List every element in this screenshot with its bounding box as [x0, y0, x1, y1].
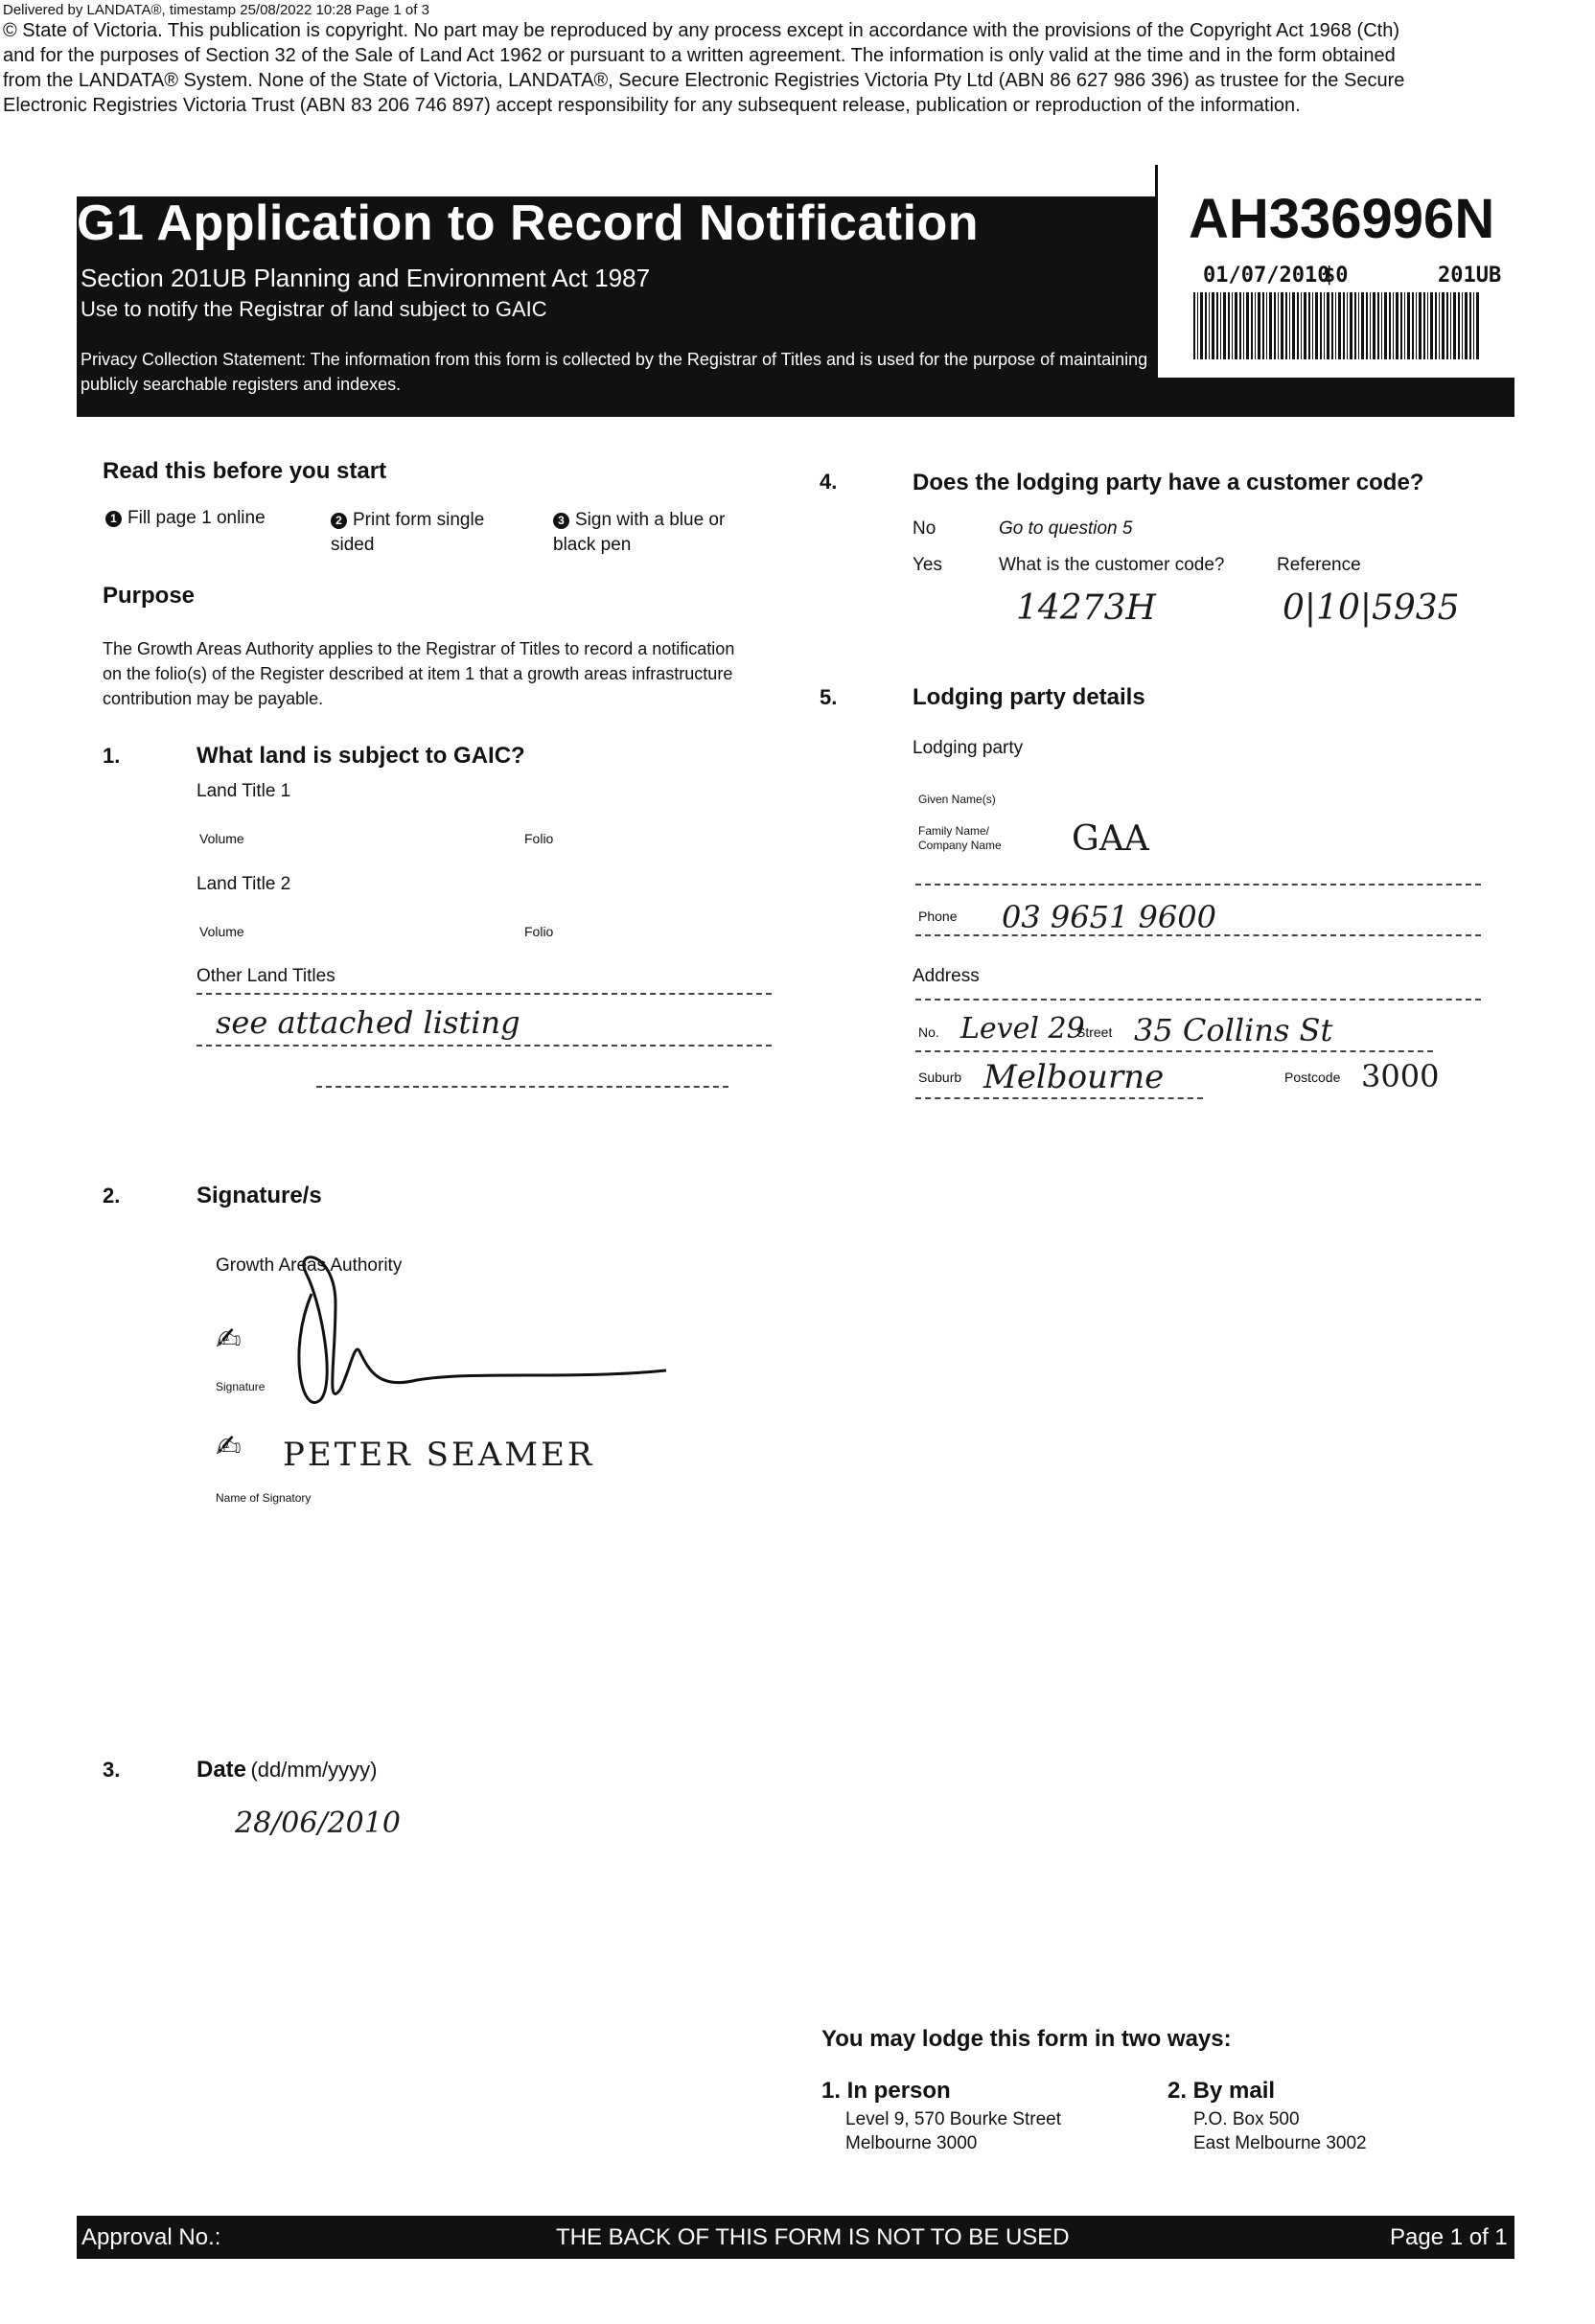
- step-1-number: 1: [105, 511, 122, 527]
- footer-bar: [77, 2216, 1514, 2259]
- date-value: 28/06/2010: [235, 1806, 401, 1840]
- signatory-name-value: PETER SEAMER: [283, 1436, 595, 1474]
- document-fee: $0: [1323, 264, 1349, 288]
- q2-number: 2.: [103, 1184, 121, 1208]
- step-1-label: Fill page 1 online: [127, 508, 266, 528]
- delivery-stamp: Delivered by LANDATA®, timestamp 25/08/2022 10:28 Page 1 of 3: [3, 2, 429, 18]
- lodge-by-mail: 2. By mail: [1167, 2078, 1276, 2104]
- given-names-label: Given Name(s): [918, 793, 996, 806]
- in-person-address-2: Melbourne 3000: [845, 2133, 978, 2153]
- address-top-line: [915, 999, 1481, 1001]
- q3-heading: Date: [196, 1757, 247, 1783]
- copyright-line-4: Electronic Registries Victoria Trust (ABN 83 206 746 897) accept responsibility for any subsequent release, publication or reproduction of the information.: [3, 95, 1301, 116]
- postcode-value: 3000: [1361, 1058, 1440, 1094]
- address-label: Address: [913, 966, 980, 986]
- q1-number: 1.: [103, 744, 121, 768]
- q4-no: No: [913, 518, 936, 539]
- family-name-line: [915, 884, 1481, 886]
- q3-heading-row: [196, 1757, 377, 1783]
- authority-label: Growth Areas Authority: [216, 1255, 403, 1276]
- street-line: [915, 1050, 1433, 1052]
- signature-mark: [283, 1236, 685, 1428]
- q1-heading: What land is subject to GAIC?: [196, 743, 525, 769]
- family-name-label: Family Name/ Company Name: [918, 824, 1002, 852]
- suburb-value: Melbourne: [983, 1058, 1165, 1096]
- customer-code-value: 14273H: [1016, 588, 1156, 628]
- phone-label-text: Phone: [918, 909, 958, 924]
- q4-yes: Yes: [913, 555, 942, 575]
- phone-value: 03 9651 9600: [1002, 899, 1216, 935]
- reference-value: 0|10|5935: [1283, 588, 1460, 628]
- step-1: [105, 508, 266, 529]
- q5-number: 5.: [820, 685, 838, 709]
- land-title-1-volume-label: Volume: [199, 831, 244, 846]
- q2-heading: Signature/s: [196, 1183, 322, 1208]
- q4-no-hint: Go to question 5: [999, 518, 1133, 539]
- reference-label: Reference: [1277, 555, 1361, 575]
- lodge-heading: You may lodge this form in two ways:: [821, 2026, 1232, 2052]
- phone-line: [915, 934, 1481, 936]
- form-subtitle: Section 201UB Planning and Environment Act 1987: [81, 264, 651, 292]
- step-3-number: 3: [553, 513, 569, 529]
- barcode: [1193, 292, 1481, 359]
- other-titles-line-2: [196, 1045, 772, 1047]
- purpose-text: The Growth Areas Authority applies to the Registrar of Titles to record a notification on the folio(s) of the Register described at item 1 that a growth areas infrastructure contribution may be payable.: [103, 639, 735, 708]
- street-value: 35 Collins St: [1134, 1012, 1333, 1048]
- street-label: Street: [1076, 1024, 1113, 1040]
- document-code: 201UB: [1438, 264, 1502, 288]
- lodge-in-person: 1. In person: [821, 2078, 951, 2104]
- form-subtitle-2: Use to notify the Registrar of land subject to GAIC: [81, 297, 547, 321]
- step-2-number: 2: [331, 513, 347, 529]
- copyright-line-2: and for the purposes of Section 32 of the Sale of Land Act 1962 or pursuant to a written agreement. The information is only valid at the time and in the form obtained: [3, 45, 1396, 66]
- family-name-value: GAA: [1072, 819, 1149, 859]
- step-3: [553, 508, 754, 558]
- other-land-titles-label: Other Land Titles: [196, 966, 335, 986]
- intro-heading: Read this before you start: [103, 458, 387, 484]
- other-titles-line-1: [196, 993, 772, 995]
- purpose-heading: Purpose: [103, 583, 196, 609]
- in-person-address-1: Level 9, 570 Bourke Street: [845, 2109, 1061, 2129]
- land-title-2-label: Land Title 2: [196, 874, 291, 894]
- address-no-label: No.: [918, 1024, 939, 1040]
- step-3-label: Sign with a blue or black pen: [553, 510, 726, 555]
- privacy-statement: Privacy Collection Statement: The information from this form is collected by the Registrar of Titles and is used for the purpose of maintaining publicly searchable registers and indexes.: [81, 350, 1148, 394]
- suburb-line: [915, 1097, 1203, 1099]
- land-title-1-folio-label: Folio: [524, 831, 554, 846]
- approval-number-label: Approval No.:: [81, 2224, 221, 2250]
- copyright-line-1: © State of Victoria. This publication is copyright. No part may be reproduced by any process except in accordance with the provisions of the Copyright Act 1968 (Cth): [3, 20, 1399, 41]
- land-title-1-label: Land Title 1: [196, 781, 291, 801]
- other-titles-value: see attached listing: [216, 1004, 520, 1041]
- document-date: 01/07/2010: [1203, 264, 1330, 288]
- mail-address-1: P.O. Box 500: [1193, 2109, 1300, 2129]
- land-title-2-volume-label: Volume: [199, 924, 244, 939]
- back-notice: THE BACK OF THIS FORM IS NOT TO BE USED: [556, 2224, 1070, 2250]
- mail-address-2: East Melbourne 3002: [1193, 2133, 1367, 2153]
- q4-heading: Does the lodging party have a customer code?: [913, 470, 1424, 495]
- step-2-label: Print form single sided: [331, 510, 485, 555]
- q4-number: 4.: [820, 470, 838, 494]
- customer-code-label: What is the customer code?: [999, 555, 1225, 575]
- q3-format: (dd/mm/yyyy): [250, 1758, 378, 1782]
- pen-icon-2: ✍: [216, 1429, 242, 1463]
- other-titles-line-3: [316, 1086, 728, 1088]
- address-no-value: Level 29: [960, 1012, 1085, 1046]
- suburb-label: Suburb: [918, 1070, 962, 1085]
- land-title-2-folio-label: Folio: [524, 924, 554, 939]
- lodging-party-label: Lodging party: [913, 738, 1024, 758]
- form-title: G1 Application to Record Notification: [77, 196, 980, 251]
- postcode-label: Postcode: [1284, 1070, 1341, 1085]
- signature-label: Signature: [216, 1380, 266, 1393]
- document-number: AH336996N: [1189, 188, 1495, 250]
- page-number: Page 1 of 1: [1390, 2224, 1508, 2250]
- pen-icon: ✍: [216, 1322, 242, 1356]
- signatory-label: Name of Signatory: [216, 1491, 312, 1505]
- copyright-line-3: from the LANDATA® System. None of the State of Victoria, LANDATA®, Secure Electronic Registries Victoria Pty Ltd (ABN 86 627 986 396) as trustee for the Secure: [3, 70, 1405, 91]
- q3-number: 3.: [103, 1758, 121, 1782]
- step-2: [331, 508, 522, 558]
- q5-heading: Lodging party details: [913, 684, 1145, 710]
